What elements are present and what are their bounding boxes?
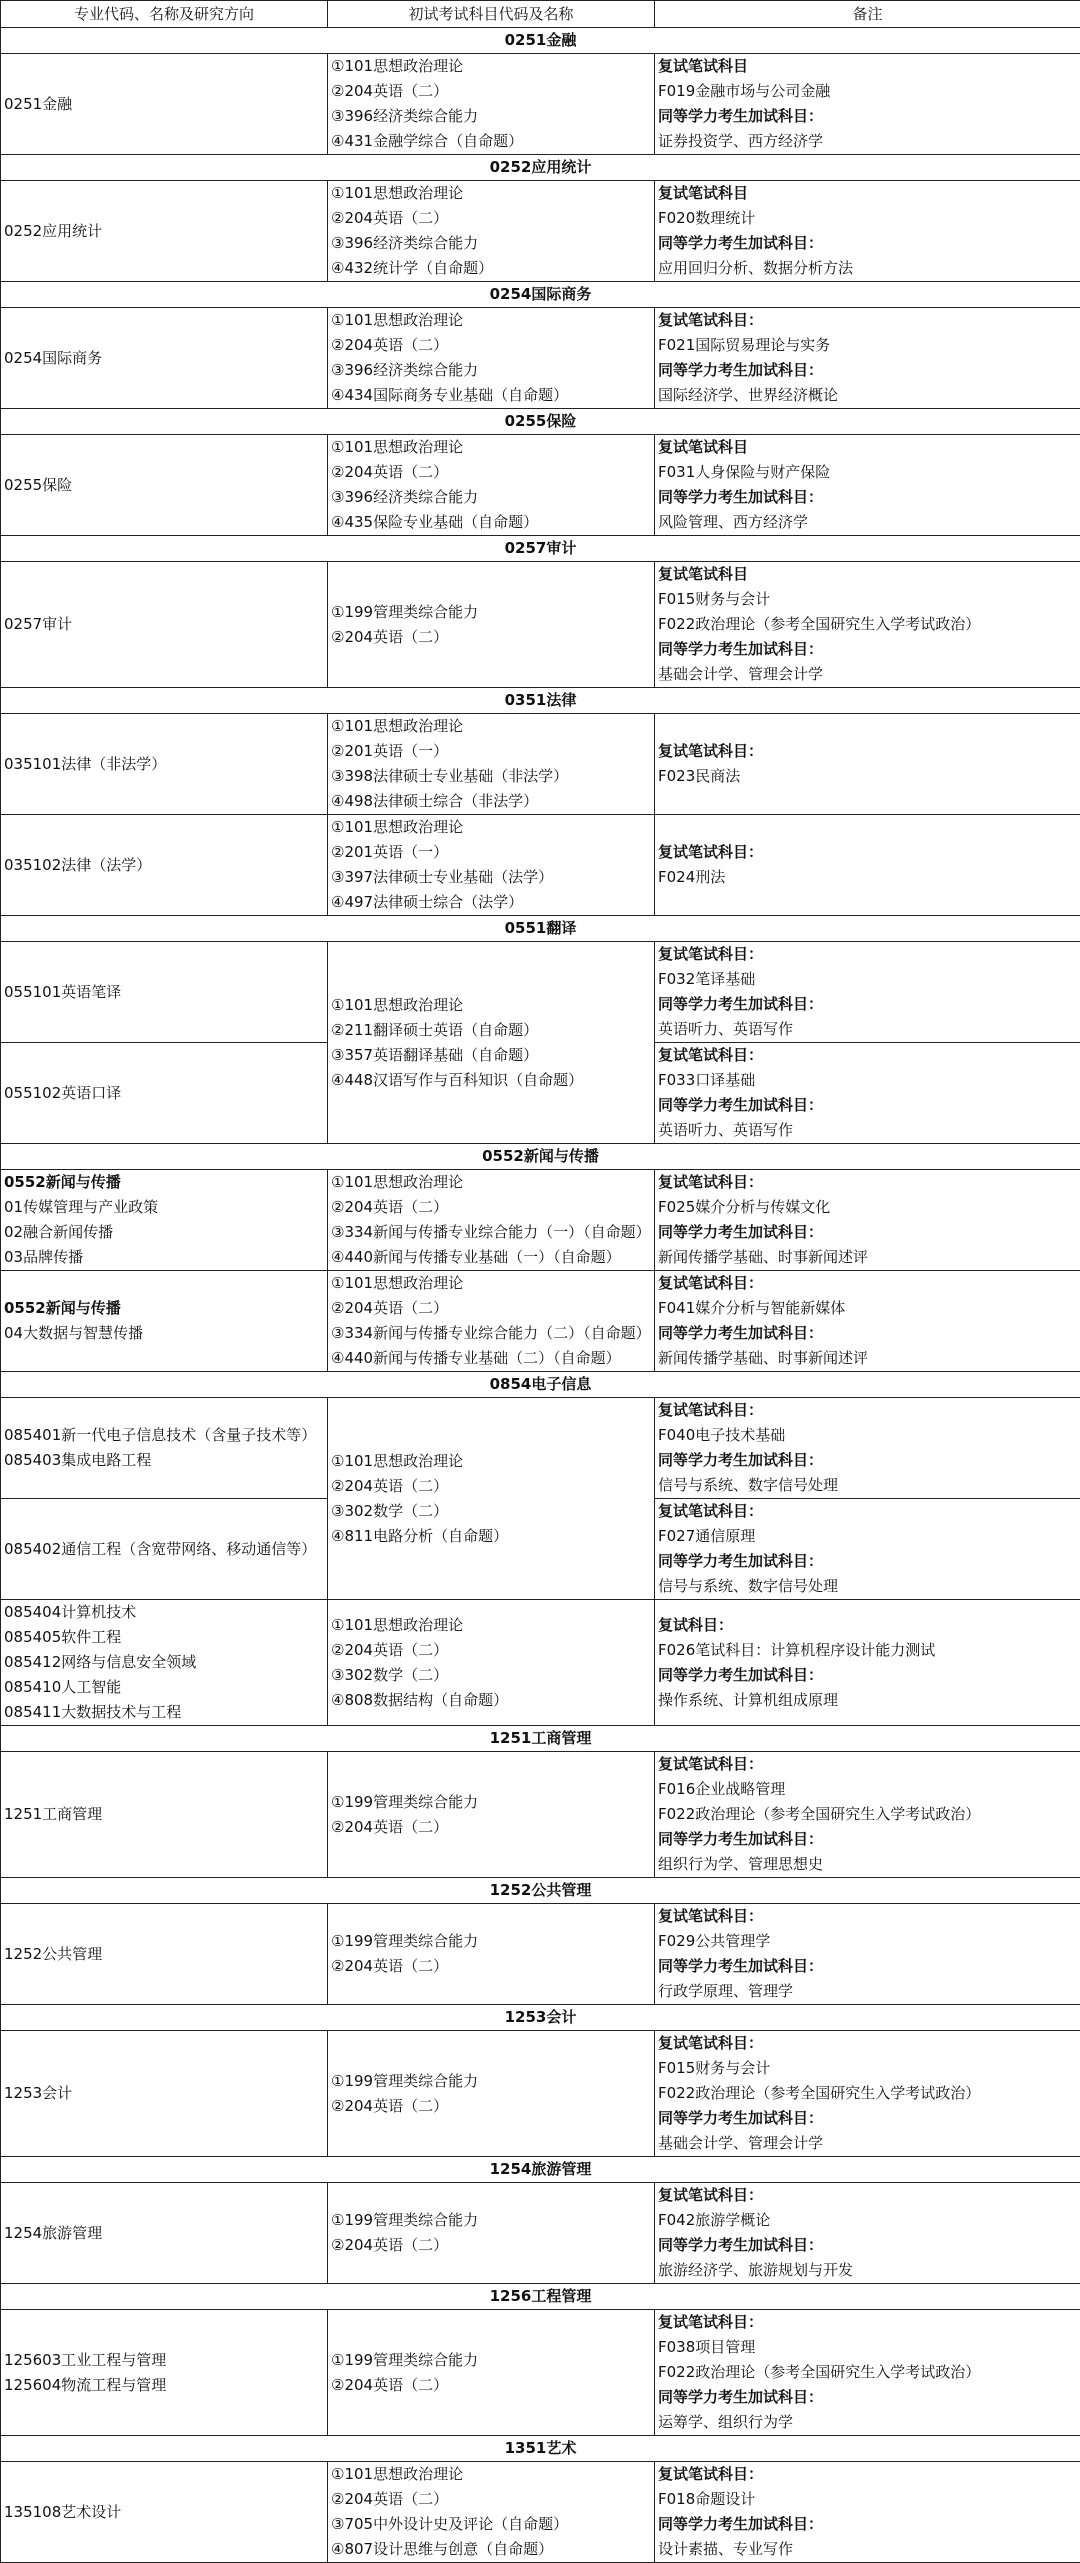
cell-line: F038项目管理 bbox=[658, 2335, 1077, 2360]
cell-line: ②204英语（二） bbox=[331, 625, 651, 650]
cell-line: ②204英语（二） bbox=[331, 1195, 651, 1220]
exam-cell bbox=[328, 2183, 655, 2284]
major-cell bbox=[1, 562, 328, 688]
cell-line: 085404计算机技术 bbox=[4, 1600, 324, 1625]
cell-line: 同等学力考生加试科目： bbox=[658, 1321, 1077, 1346]
cell-line: F031人身保险与财产保险 bbox=[658, 460, 1077, 485]
section-title: 0854电子信息 bbox=[1, 1372, 1080, 1398]
cell-line: 0254国际商务 bbox=[4, 346, 324, 371]
cell-line: 同等学力考生加试科目： bbox=[658, 637, 1077, 662]
major-cell bbox=[1, 2031, 328, 2157]
exam-cell bbox=[328, 1271, 655, 1372]
major-cell bbox=[1, 1398, 328, 1499]
cell-line: 同等学力考生加试科目： bbox=[658, 485, 1077, 510]
cell-line: ②204英语（二） bbox=[331, 333, 651, 358]
major-cell bbox=[1, 1600, 328, 1726]
section-title: 1253会计 bbox=[1, 2005, 1080, 2031]
cell-line: ③302数学（二） bbox=[331, 1663, 651, 1688]
cell-line: ③396经济类综合能力 bbox=[331, 231, 651, 256]
cell-line: 同等学力考生加试科目： bbox=[658, 2233, 1077, 2258]
cell-line: F042旅游学概论 bbox=[658, 2208, 1077, 2233]
table-row bbox=[1, 2462, 1080, 2563]
major-cell bbox=[1, 2183, 328, 2284]
cell-line: 复试笔试科目： bbox=[658, 1271, 1077, 1296]
section-row bbox=[1, 409, 1080, 435]
notes-cell bbox=[655, 2462, 1080, 2563]
cell-line: F027通信原理 bbox=[658, 1524, 1077, 1549]
cell-line: ④434国际商务专业基础（自命题） bbox=[331, 383, 651, 408]
cell-line: ④807设计思维与创意（自命题） bbox=[331, 2537, 651, 2562]
cell-line: ④440新闻与传播专业基础（二）（自命题） bbox=[331, 1346, 651, 1371]
cell-line: 复试笔试科目 bbox=[658, 54, 1077, 79]
notes-cell bbox=[655, 1043, 1080, 1144]
notes-cell bbox=[655, 181, 1080, 282]
exam-cell bbox=[328, 815, 655, 916]
cell-line: 02融合新闻传播 bbox=[4, 1220, 324, 1245]
cell-line: ②204英语（二） bbox=[331, 1815, 651, 1840]
cell-line: ①199管理类综合能力 bbox=[331, 600, 651, 625]
section-title: 1252公共管理 bbox=[1, 1878, 1080, 1904]
cell-line: ②201英语（一） bbox=[331, 739, 651, 764]
major-cell bbox=[1, 2310, 328, 2436]
cell-line: 复试笔试科目： bbox=[658, 1904, 1077, 1929]
exam-cell bbox=[328, 2310, 655, 2436]
cell-line: F019金融市场与公司金融 bbox=[658, 79, 1077, 104]
section-row bbox=[1, 1878, 1080, 1904]
cell-line: ②204英语（二） bbox=[331, 460, 651, 485]
section-row bbox=[1, 2284, 1080, 2310]
cell-line: 035102法律（法学） bbox=[4, 853, 324, 878]
cell-line: 复试笔试科目： bbox=[658, 2031, 1077, 2056]
major-cell bbox=[1, 2462, 328, 2563]
cell-line: ①101思想政治理论 bbox=[331, 993, 651, 1018]
cell-line: F015财务与会计 bbox=[658, 587, 1077, 612]
exam-cell bbox=[328, 714, 655, 815]
cell-line: F016企业战略管理 bbox=[658, 1777, 1077, 1802]
cell-line: 同等学力考生加试科目： bbox=[658, 1827, 1077, 1852]
table-row bbox=[1, 1271, 1080, 1372]
notes-cell bbox=[655, 942, 1080, 1043]
cell-line: 复试科目： bbox=[658, 1613, 1077, 1638]
cell-line: 行政学原理、管理学 bbox=[658, 1979, 1077, 2004]
cell-line: 复试笔试科目 bbox=[658, 181, 1077, 206]
header-notes: 备注 bbox=[655, 1, 1080, 28]
cell-line: 同等学力考生加试科目： bbox=[658, 104, 1077, 129]
cell-line: F041媒介分析与智能新媒体 bbox=[658, 1296, 1077, 1321]
header-major: 专业代码、名称及研究方向 bbox=[1, 1, 328, 28]
cell-line: 同等学力考生加试科目： bbox=[658, 358, 1077, 383]
cell-line: 复试笔试科目 bbox=[658, 562, 1077, 587]
cell-line: 新闻传播学基础、时事新闻述评 bbox=[658, 1346, 1077, 1371]
cell-line: 1251工商管理 bbox=[4, 1802, 324, 1827]
cell-line: 03品牌传播 bbox=[4, 1245, 324, 1270]
table-body bbox=[1, 1, 1080, 2563]
cell-line: ①199管理类综合能力 bbox=[331, 2348, 651, 2373]
notes-cell bbox=[655, 1499, 1080, 1600]
cell-line: ④431金融学综合（自命题） bbox=[331, 129, 651, 154]
cell-line: 基础会计学、管理会计学 bbox=[658, 662, 1077, 687]
cell-line: ②204英语（二） bbox=[331, 79, 651, 104]
table-row bbox=[1, 2310, 1080, 2436]
cell-line: 应用回归分析、数据分析方法 bbox=[658, 256, 1077, 281]
cell-line: ③397法律硕士专业基础（法学） bbox=[331, 865, 651, 890]
exam-cell bbox=[328, 1752, 655, 1878]
notes-cell bbox=[655, 54, 1080, 155]
notes-cell bbox=[655, 714, 1080, 815]
notes-cell bbox=[655, 1170, 1080, 1271]
table-row bbox=[1, 942, 1080, 1043]
cell-line: ①101思想政治理论 bbox=[331, 714, 651, 739]
cell-line: 085410人工智能 bbox=[4, 1675, 324, 1700]
cell-line: 复试笔试科目： bbox=[658, 1170, 1077, 1195]
cell-line: ③302数学（二） bbox=[331, 1499, 651, 1524]
cell-line: 风险管理、西方经济学 bbox=[658, 510, 1077, 535]
cell-line: 组织行为学、管理思想史 bbox=[658, 1852, 1077, 1877]
section-title: 0255保险 bbox=[1, 409, 1080, 435]
table-row bbox=[1, 815, 1080, 916]
cell-line: ②204英语（二） bbox=[331, 2094, 651, 2119]
major-cell bbox=[1, 1271, 328, 1372]
cell-line: 英语听力、英语写作 bbox=[658, 1118, 1077, 1143]
cell-line: F022政治理论（参考全国研究生入学考试政治） bbox=[658, 2081, 1077, 2106]
cell-line: 运筹学、组织行为学 bbox=[658, 2410, 1077, 2435]
table-row bbox=[1, 714, 1080, 815]
cell-line: ③334新闻与传播专业综合能力（一）（自命题） bbox=[331, 1220, 651, 1245]
cell-line: ③705中外设计史及评论（自命题） bbox=[331, 2512, 651, 2537]
cell-line: 新闻传播学基础、时事新闻述评 bbox=[658, 1245, 1077, 1270]
cell-line: 操作系统、计算机组成原理 bbox=[658, 1688, 1077, 1713]
notes-cell bbox=[655, 1398, 1080, 1499]
cell-line: 同等学力考生加试科目： bbox=[658, 231, 1077, 256]
cell-line: ④497法律硕士综合（法学） bbox=[331, 890, 651, 915]
exam-cell bbox=[328, 308, 655, 409]
section-title: 0351法律 bbox=[1, 688, 1080, 714]
table-row bbox=[1, 308, 1080, 409]
cell-line: 085403集成电路工程 bbox=[4, 1448, 324, 1473]
cell-line: ①199管理类综合能力 bbox=[331, 1790, 651, 1815]
cell-line: 英语听力、英语写作 bbox=[658, 1017, 1077, 1042]
cell-line: ②204英语（二） bbox=[331, 1954, 651, 1979]
section-title: 0551翻译 bbox=[1, 916, 1080, 942]
cell-line: ①101思想政治理论 bbox=[331, 435, 651, 460]
cell-line: 0252应用统计 bbox=[4, 219, 324, 244]
cell-line: F040电子技术基础 bbox=[658, 1423, 1077, 1448]
cell-line: ①101思想政治理论 bbox=[331, 1170, 651, 1195]
cell-line: ①101思想政治理论 bbox=[331, 1271, 651, 1296]
cell-line: ③396经济类综合能力 bbox=[331, 485, 651, 510]
cell-line: F025媒介分析与传媒文化 bbox=[658, 1195, 1077, 1220]
exam-cell bbox=[328, 2462, 655, 2563]
cell-line: 同等学力考生加试科目： bbox=[658, 2385, 1077, 2410]
cell-line: F015财务与会计 bbox=[658, 2056, 1077, 2081]
notes-cell bbox=[655, 2310, 1080, 2436]
section-row bbox=[1, 1726, 1080, 1752]
cell-line: 085401新一代电子信息技术（含量子技术等） bbox=[4, 1423, 324, 1448]
section-row bbox=[1, 28, 1080, 54]
cell-line: 同等学力考生加试科目： bbox=[658, 992, 1077, 1017]
cell-line: F029公共管理学 bbox=[658, 1929, 1077, 1954]
notes-cell bbox=[655, 435, 1080, 536]
section-row bbox=[1, 536, 1080, 562]
cell-line: 04大数据与智慧传播 bbox=[4, 1321, 324, 1346]
table-row bbox=[1, 435, 1080, 536]
cell-line: 信号与系统、数字信号处理 bbox=[658, 1574, 1077, 1599]
cell-line: ②204英语（二） bbox=[331, 206, 651, 231]
cell-line: ②204英语（二） bbox=[331, 2233, 651, 2258]
cell-line: 同等学力考生加试科目： bbox=[658, 1549, 1077, 1574]
major-cell bbox=[1, 1499, 328, 1600]
notes-cell bbox=[655, 1904, 1080, 2005]
table-row bbox=[1, 1398, 1080, 1499]
cell-line: 复试笔试科目： bbox=[658, 1043, 1077, 1068]
section-title: 0251金融 bbox=[1, 28, 1080, 54]
cell-line: ②204英语（二） bbox=[331, 1638, 651, 1663]
notes-cell bbox=[655, 562, 1080, 688]
cell-line: 1252公共管理 bbox=[4, 1942, 324, 1967]
section-title: 0254国际商务 bbox=[1, 282, 1080, 308]
cell-line: ②204英语（二） bbox=[331, 1474, 651, 1499]
cell-line: ①199管理类综合能力 bbox=[331, 1929, 651, 1954]
major-cell bbox=[1, 54, 328, 155]
cell-line: 085402通信工程（含宽带网络、移动通信等） bbox=[4, 1537, 324, 1562]
cell-line: ④440新闻与传播专业基础（一）（自命题） bbox=[331, 1245, 651, 1270]
cell-line: 同等学力考生加试科目： bbox=[658, 2106, 1077, 2131]
cell-line: 复试笔试科目： bbox=[658, 2310, 1077, 2335]
cell-line: 0552新闻与传播 bbox=[4, 1170, 324, 1195]
cell-line: 证券投资学、西方经济学 bbox=[658, 129, 1077, 154]
cell-line: 1253会计 bbox=[4, 2081, 324, 2106]
exam-cell bbox=[328, 435, 655, 536]
major-cell bbox=[1, 308, 328, 409]
cell-line: 基础会计学、管理会计学 bbox=[658, 2131, 1077, 2156]
cell-line: ①101思想政治理论 bbox=[331, 1449, 651, 1474]
cell-line: 085412网络与信息安全领域 bbox=[4, 1650, 324, 1675]
section-row bbox=[1, 688, 1080, 714]
cell-line: 1254旅游管理 bbox=[4, 2221, 324, 2246]
cell-line: F033口译基础 bbox=[658, 1068, 1077, 1093]
cell-line: F026笔试科目：计算机程序设计能力测试 bbox=[658, 1638, 1077, 1663]
cell-line: ②204英语（二） bbox=[331, 1296, 651, 1321]
major-cell bbox=[1, 435, 328, 536]
cell-line: 085411大数据技术与工程 bbox=[4, 1700, 324, 1725]
cell-line: 同等学力考生加试科目： bbox=[658, 1220, 1077, 1245]
cell-line: F020数理统计 bbox=[658, 206, 1077, 231]
cell-line: F024刑法 bbox=[658, 865, 1077, 890]
section-title: 1256工程管理 bbox=[1, 2284, 1080, 2310]
cell-line: F032笔译基础 bbox=[658, 967, 1077, 992]
cell-line: 同等学力考生加试科目： bbox=[658, 1954, 1077, 1979]
table-row bbox=[1, 1600, 1080, 1726]
header-exam: 初试考试科目代码及名称 bbox=[328, 1, 655, 28]
cell-line: 135108艺术设计 bbox=[4, 2500, 324, 2525]
cell-line: ④435保险专业基础（自命题） bbox=[331, 510, 651, 535]
major-cell bbox=[1, 1170, 328, 1271]
cell-line: ①101思想政治理论 bbox=[331, 308, 651, 333]
table-row bbox=[1, 1170, 1080, 1271]
exam-cell bbox=[328, 54, 655, 155]
cell-line: 复试笔试科目： bbox=[658, 1752, 1077, 1777]
section-row bbox=[1, 282, 1080, 308]
cell-line: ③357英语翻译基础（自命题） bbox=[331, 1043, 651, 1068]
cell-line: 复试笔试科目 bbox=[658, 435, 1077, 460]
cell-line: 复试笔试科目： bbox=[658, 1499, 1077, 1524]
section-title: 0252应用统计 bbox=[1, 155, 1080, 181]
cell-line: ④432统计学（自命题） bbox=[331, 256, 651, 281]
section-title: 0552新闻与传播 bbox=[1, 1144, 1080, 1170]
exam-cell bbox=[328, 1904, 655, 2005]
cell-line: F022政治理论（参考全国研究生入学考试政治） bbox=[658, 2360, 1077, 2385]
major-cell bbox=[1, 942, 328, 1043]
major-cell bbox=[1, 1043, 328, 1144]
cell-line: ①101思想政治理论 bbox=[331, 1613, 651, 1638]
exam-cell bbox=[328, 1600, 655, 1726]
cell-line: 035101法律（非法学） bbox=[4, 752, 324, 777]
notes-cell bbox=[655, 2183, 1080, 2284]
cell-line: 国际经济学、世界经济概论 bbox=[658, 383, 1077, 408]
cell-line: ②201英语（一） bbox=[331, 840, 651, 865]
cell-line: 125603工业工程与管理 bbox=[4, 2348, 324, 2373]
major-cell bbox=[1, 1752, 328, 1878]
cell-line: 复试笔试科目： bbox=[658, 840, 1077, 865]
table-row bbox=[1, 2183, 1080, 2284]
exam-cell bbox=[328, 181, 655, 282]
cell-line: 复试笔试科目： bbox=[658, 308, 1077, 333]
cell-line: ②204英语（二） bbox=[331, 2373, 651, 2398]
cell-line: 复试笔试科目： bbox=[658, 1398, 1077, 1423]
notes-cell bbox=[655, 1271, 1080, 1372]
cell-line: ④498法律硕士综合（非法学） bbox=[331, 789, 651, 814]
cell-line: 复试笔试科目： bbox=[658, 942, 1077, 967]
cell-line: 0552新闻与传播 bbox=[4, 1296, 324, 1321]
section-row bbox=[1, 1372, 1080, 1398]
cell-line: 0255保险 bbox=[4, 473, 324, 498]
cell-line: 旅游经济学、旅游规划与开发 bbox=[658, 2258, 1077, 2283]
cell-line: F022政治理论（参考全国研究生入学考试政治） bbox=[658, 612, 1077, 637]
section-row bbox=[1, 2005, 1080, 2031]
cell-line: 085405软件工程 bbox=[4, 1625, 324, 1650]
notes-cell bbox=[655, 308, 1080, 409]
cell-line: 01传媒管理与产业政策 bbox=[4, 1195, 324, 1220]
section-row bbox=[1, 1144, 1080, 1170]
cell-line: ④448汉语写作与百科知识（自命题） bbox=[331, 1068, 651, 1093]
cell-line: ①101思想政治理论 bbox=[331, 2462, 651, 2487]
section-row bbox=[1, 2436, 1080, 2462]
cell-line: 信号与系统、数字信号处理 bbox=[658, 1473, 1077, 1498]
cell-line: ②211翻译硕士英语（自命题） bbox=[331, 1018, 651, 1043]
section-title: 1254旅游管理 bbox=[1, 2157, 1080, 2183]
cell-line: 125604物流工程与管理 bbox=[4, 2373, 324, 2398]
table-row bbox=[1, 562, 1080, 688]
table-row bbox=[1, 1904, 1080, 2005]
major-cell bbox=[1, 714, 328, 815]
cell-line: 复试笔试科目： bbox=[658, 739, 1077, 764]
notes-cell bbox=[655, 2031, 1080, 2157]
cell-line: ③396经济类综合能力 bbox=[331, 358, 651, 383]
major-cell bbox=[1, 1904, 328, 2005]
cell-line: F022政治理论（参考全国研究生入学考试政治） bbox=[658, 1802, 1077, 1827]
section-title: 1251工商管理 bbox=[1, 1726, 1080, 1752]
exam-cell bbox=[328, 562, 655, 688]
table-row bbox=[1, 2031, 1080, 2157]
major-cell bbox=[1, 181, 328, 282]
cell-line: 设计素描、专业写作 bbox=[658, 2537, 1077, 2562]
cell-line: 复试笔试科目： bbox=[658, 2183, 1077, 2208]
cell-line: F018命题设计 bbox=[658, 2487, 1077, 2512]
cell-line: ①101思想政治理论 bbox=[331, 815, 651, 840]
table-row bbox=[1, 1752, 1080, 1878]
table-row bbox=[1, 181, 1080, 282]
cell-line: ③334新闻与传播专业综合能力（二）（自命题） bbox=[331, 1321, 651, 1346]
exam-cell bbox=[328, 2031, 655, 2157]
table-row bbox=[1, 54, 1080, 155]
cell-line: 0257审计 bbox=[4, 612, 324, 637]
cell-line: ①199管理类综合能力 bbox=[331, 2208, 651, 2233]
cell-line: ③398法律硕士专业基础（非法学） bbox=[331, 764, 651, 789]
cell-line: 同等学力考生加试科目： bbox=[658, 1093, 1077, 1118]
cell-line: ④808数据结构（自命题） bbox=[331, 1688, 651, 1713]
cell-line: 复试笔试科目： bbox=[658, 2462, 1077, 2487]
cell-line: 0251金融 bbox=[4, 92, 324, 117]
cell-line: F021国际贸易理论与实务 bbox=[658, 333, 1077, 358]
cell-line: ①101思想政治理论 bbox=[331, 54, 651, 79]
cell-line: 055101英语笔译 bbox=[4, 980, 324, 1005]
header-row bbox=[1, 1, 1080, 28]
section-title: 1351艺术 bbox=[1, 2436, 1080, 2462]
cell-line: ④811电路分析（自命题） bbox=[331, 1524, 651, 1549]
cell-line: ②204英语（二） bbox=[331, 2487, 651, 2512]
cell-line: ①101思想政治理论 bbox=[331, 181, 651, 206]
section-title: 0257审计 bbox=[1, 536, 1080, 562]
cell-line: ③396经济类综合能力 bbox=[331, 104, 651, 129]
major-cell bbox=[1, 815, 328, 916]
notes-cell bbox=[655, 815, 1080, 916]
cell-line: F023民商法 bbox=[658, 764, 1077, 789]
exam-cell-shared bbox=[328, 1398, 655, 1600]
cell-line: 同等学力考生加试科目： bbox=[658, 2512, 1077, 2537]
exam-cell-shared bbox=[328, 942, 655, 1144]
notes-cell bbox=[655, 1600, 1080, 1726]
cell-line: ①199管理类综合能力 bbox=[331, 2069, 651, 2094]
cell-line: 同等学力考生加试科目： bbox=[658, 1663, 1077, 1688]
cell-line: 同等学力考生加试科目： bbox=[658, 1448, 1077, 1473]
section-row bbox=[1, 155, 1080, 181]
section-row bbox=[1, 2157, 1080, 2183]
notes-cell bbox=[655, 1752, 1080, 1878]
section-row bbox=[1, 916, 1080, 942]
cell-line: 055102英语口译 bbox=[4, 1081, 324, 1106]
exam-cell bbox=[328, 1170, 655, 1271]
